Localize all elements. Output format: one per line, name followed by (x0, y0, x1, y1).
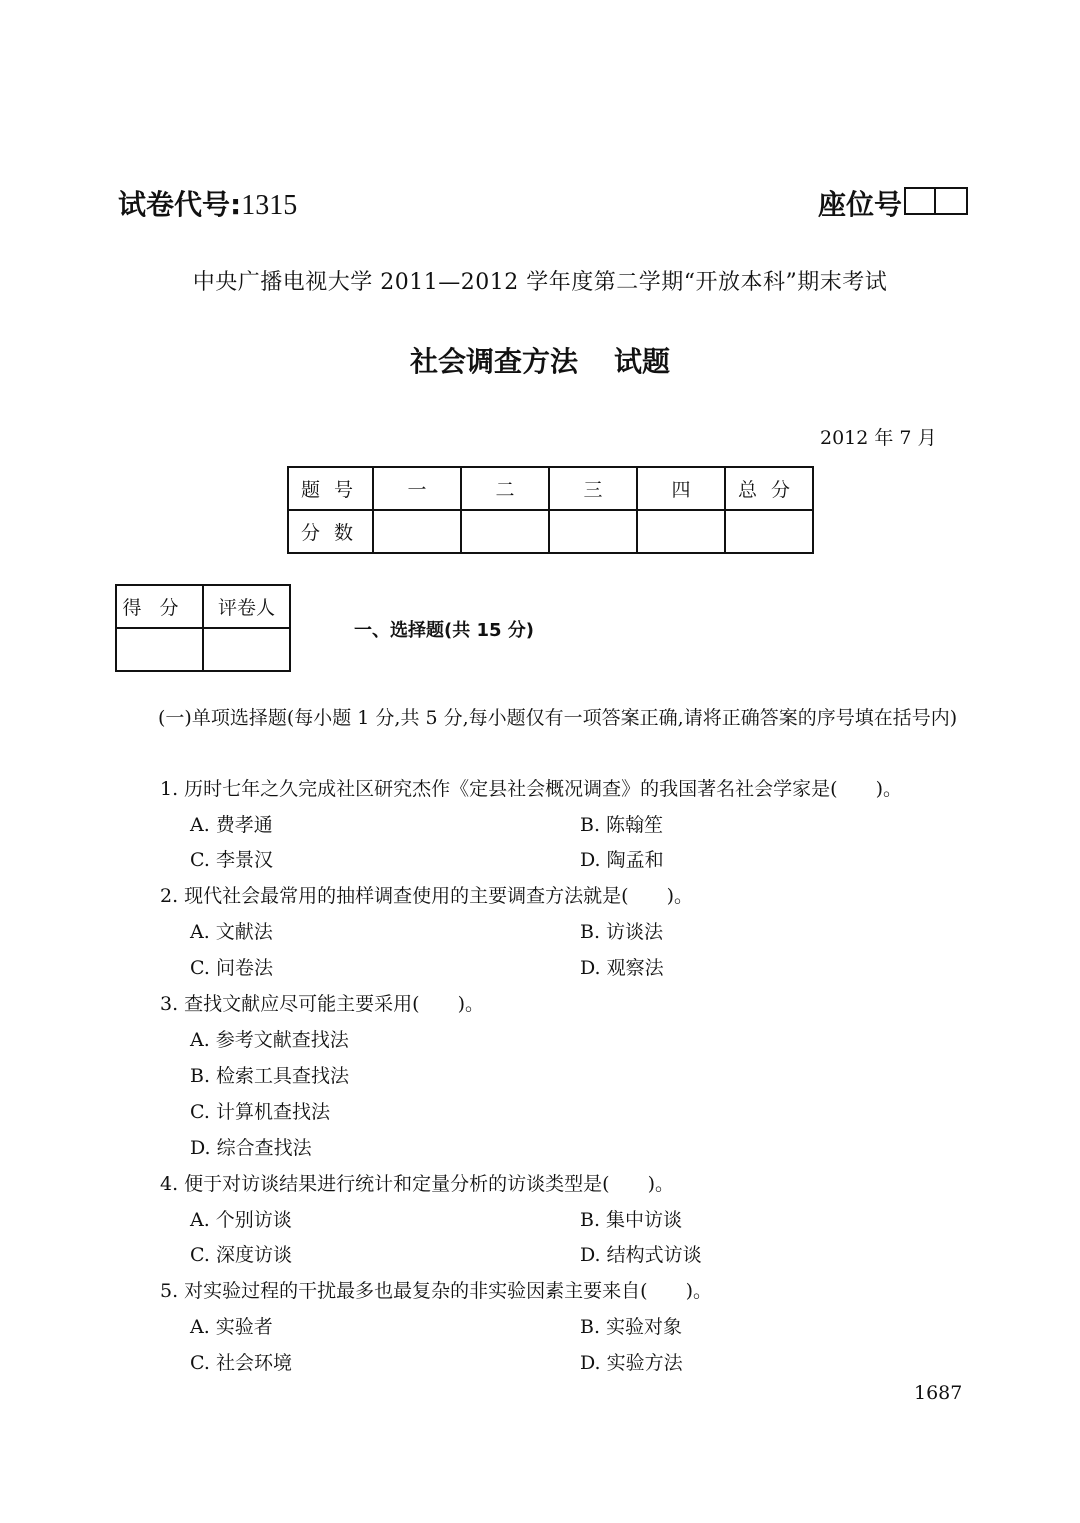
question-2-option-d: D. 观察法 (580, 957, 664, 979)
score-table-header-cell: 题号 (288, 467, 373, 510)
question-1-option-d: D. 陶孟和 (580, 849, 664, 871)
question-4-option-b: B. 集中访谈 (580, 1209, 683, 1231)
score-table-header-row (288, 467, 813, 510)
grader-name-label: 评卷人 (203, 585, 290, 628)
question-3-option-a: A. 参考文献查找法 (190, 1029, 349, 1051)
paper-code-value: 1315 (241, 190, 298, 221)
score-cell (725, 510, 813, 553)
seat-number-box (904, 187, 936, 215)
question-3: 3. 查找文献应尽可能主要采用( )。 (160, 993, 484, 1015)
question-4: 4. 便于对访谈结果进行统计和定量分析的访谈类型是( )。 (160, 1173, 674, 1195)
question-5-option-c: C. 社会环境 (190, 1352, 292, 1374)
section-instructions: (一)单项选择题(每小题 1 分,共 5 分,每小题仅有一项答案正确,请将正确答案的序号填在括号内) (158, 707, 958, 729)
question-4-option-a: A. 个别访谈 (190, 1209, 292, 1231)
score-table-header-cell: 总分 (725, 467, 813, 510)
score-table-header-cell: 一 (373, 467, 461, 510)
seat-number-boxes (904, 187, 968, 215)
score-table (287, 466, 814, 554)
question-1-option-c: C. 李景汉 (190, 849, 273, 871)
grader-score-cell (116, 628, 203, 671)
question-5: 5. 对实验过程的干扰最多也最复杂的非实验因素主要来自( )。 (160, 1280, 712, 1302)
score-cell (549, 510, 637, 553)
question-3-option-d: D. 综合查找法 (190, 1137, 312, 1159)
paper-code-label: 试卷代号: (118, 188, 242, 221)
page-number: 1687 (914, 1382, 963, 1404)
score-table-score-row (288, 510, 813, 553)
score-table-header-cell: 二 (461, 467, 549, 510)
question-5-option-a: A. 实验者 (190, 1316, 273, 1338)
question-2: 2. 现代社会最常用的抽样调查使用的主要调查方法就是( )。 (160, 885, 693, 907)
exam-header-line: 中央广播电视大学 2011—2012 学年度第二学期“开放本科”期末考试 (192, 270, 888, 295)
question-1-option-a: A. 费孝通 (190, 814, 273, 836)
title-suffix: 试题 (614, 345, 671, 378)
score-table-row-label: 分数 (288, 510, 373, 553)
question-4-option-d: D. 结构式访谈 (580, 1244, 702, 1266)
score-table-header-cell: 三 (549, 467, 637, 510)
page-title (0, 340, 1080, 380)
question-3-option-b: B. 检索工具查找法 (190, 1065, 350, 1087)
question-2-option-b: B. 访谈法 (580, 921, 664, 943)
paper-code (118, 183, 297, 223)
question-4-option-c: C. 深度访谈 (190, 1244, 292, 1266)
score-cell (461, 510, 549, 553)
subject-title: 社会调查方法 (409, 345, 578, 378)
question-5-option-b: B. 实验对象 (580, 1316, 683, 1338)
seat-number (818, 183, 968, 223)
section-heading: 一、选择题(共 15 分) (354, 620, 535, 641)
exam-date: 2012 年 7 月 (820, 427, 937, 449)
question-2-option-a: A. 文献法 (190, 921, 273, 943)
question-1-option-b: B. 陈翰笙 (580, 814, 664, 836)
score-cell (637, 510, 725, 553)
grader-table (115, 584, 291, 672)
question-5-option-d: D. 实验方法 (580, 1352, 683, 1374)
question-1: 1. 历时七年之久完成社区研究杰作《定县社会概况调查》的我国著名社会学家是( )。 (160, 778, 902, 800)
grader-name-cell (203, 628, 290, 671)
question-3-option-c: C. 计算机查找法 (190, 1101, 330, 1123)
seat-number-box (936, 187, 968, 215)
question-2-option-c: C. 问卷法 (190, 957, 273, 979)
score-cell (373, 510, 461, 553)
seat-number-label: 座位号 (818, 188, 903, 221)
grader-score-label: 得分 (116, 585, 203, 628)
score-table-header-cell: 四 (637, 467, 725, 510)
